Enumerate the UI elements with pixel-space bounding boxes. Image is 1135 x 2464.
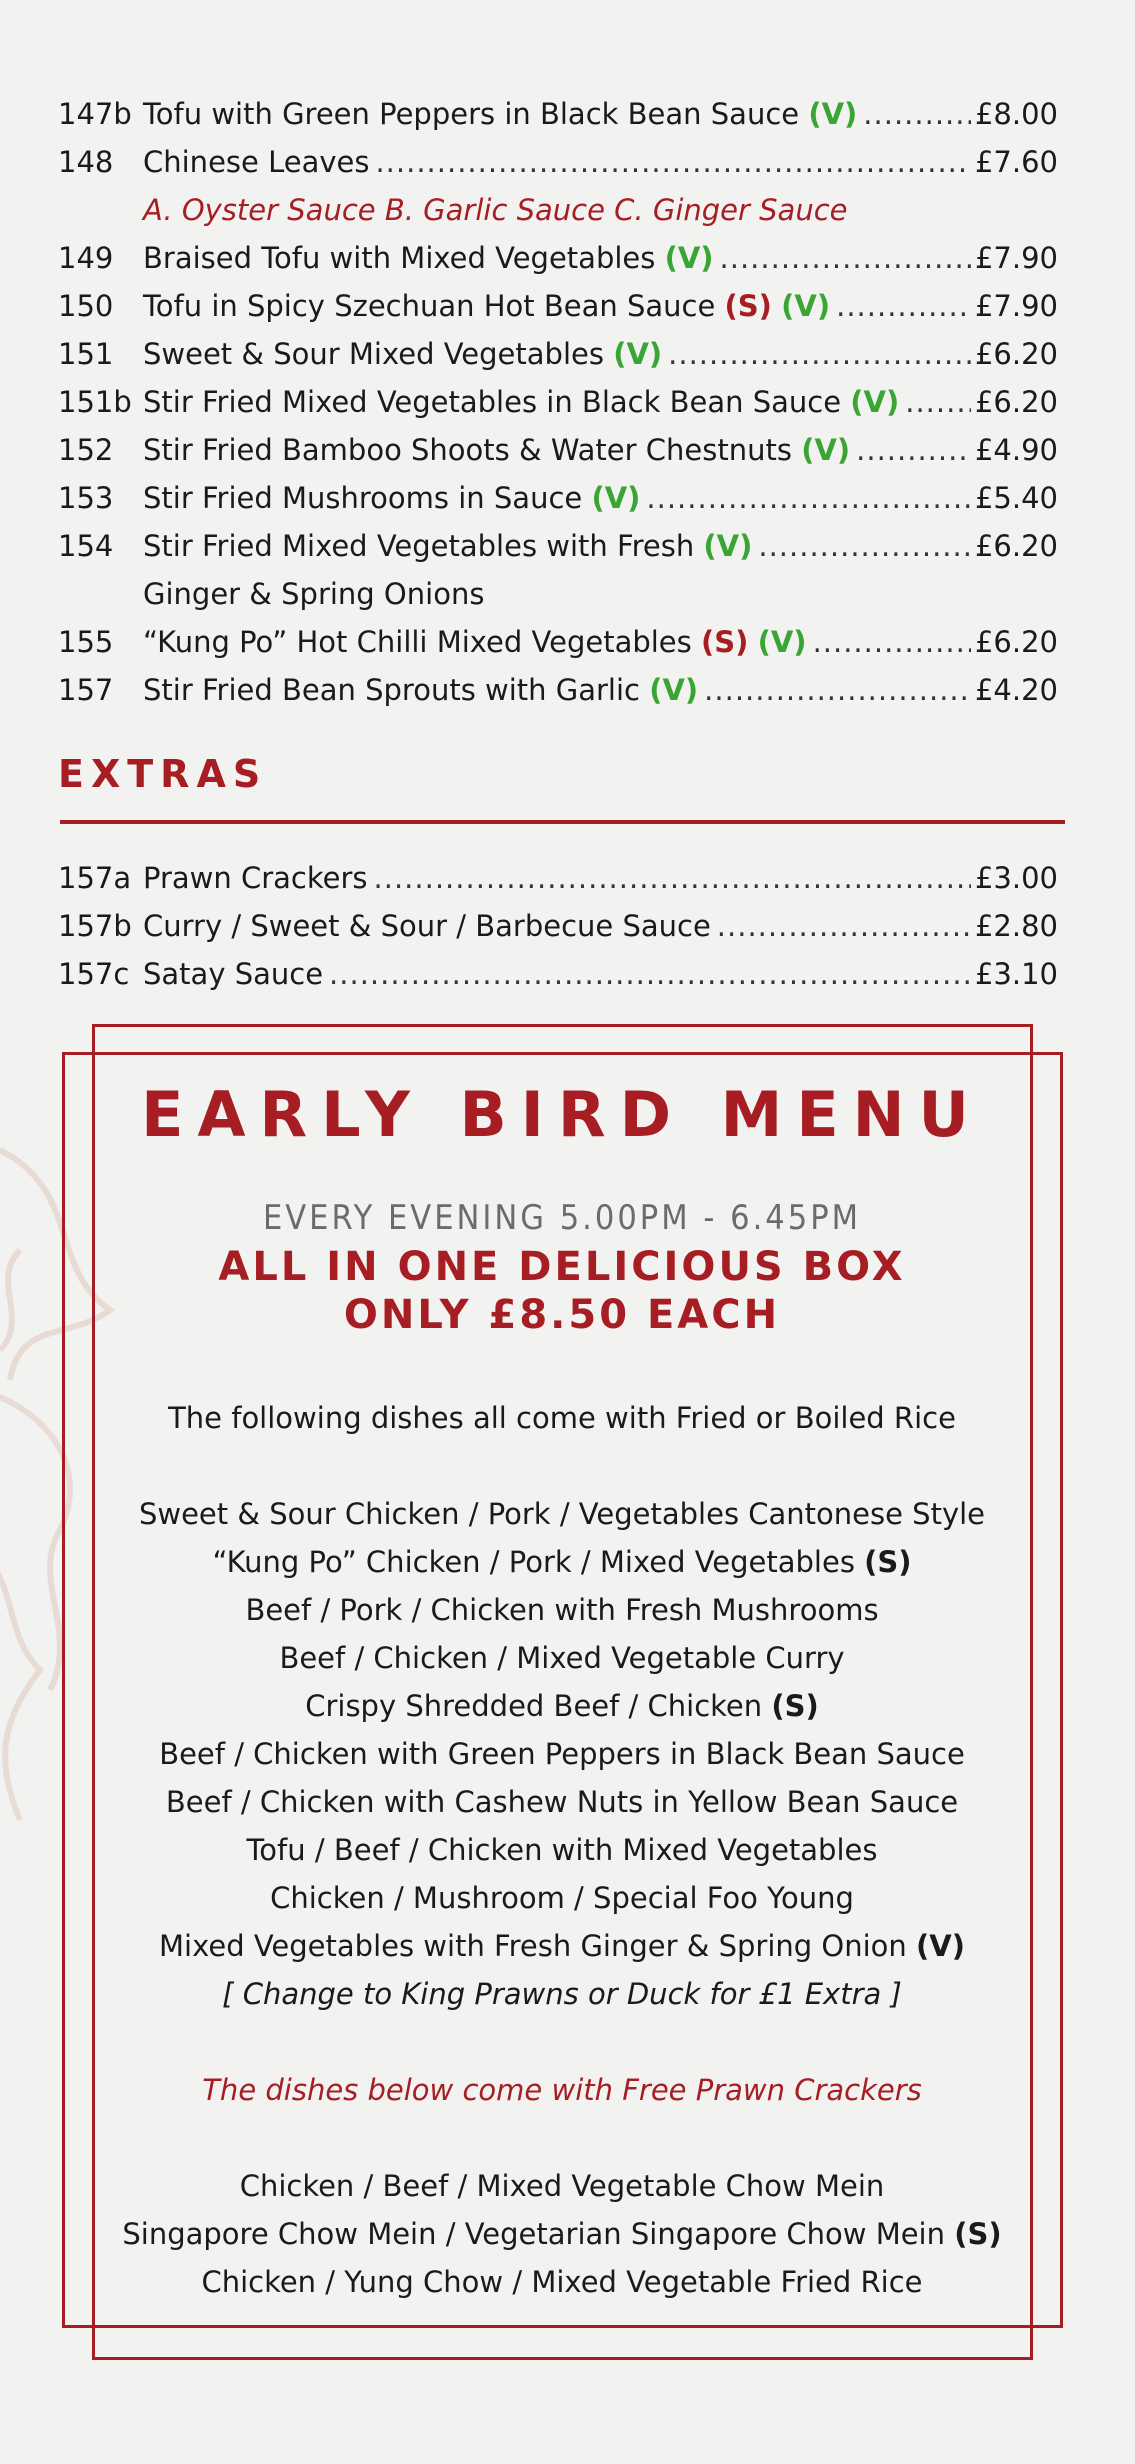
item-number: 151: [58, 337, 114, 371]
item-price: £3.00: [974, 861, 1058, 895]
item-number: 151b: [58, 385, 132, 419]
menu-item: [58, 138, 1058, 186]
vegetarian-tag: (V): [703, 529, 753, 563]
item-number: 153: [58, 481, 114, 515]
extras-heading: EXTRAS: [58, 752, 268, 796]
crackers-note: The dishes below come with Free Prawn Crackers: [202, 2073, 922, 2107]
leader-dots: [704, 666, 971, 714]
menu-item: [58, 854, 1058, 902]
spicy-tag: (S): [954, 2217, 1002, 2251]
item-number: 149: [58, 241, 114, 275]
leader-dots: [668, 330, 971, 378]
leader-dots: [836, 282, 971, 330]
section-divider: [60, 820, 1065, 824]
vegetarian-tag: (V): [801, 433, 851, 467]
spicy-tag: (S): [724, 289, 772, 323]
early-bird-dish: Chicken / Beef / Mixed Vegetable Chow Mein: [239, 2169, 885, 2203]
early-bird-dish: Beef / Chicken with Green Peppers in Black Bean Sauce: [159, 1737, 965, 1771]
leader-dots: [329, 950, 971, 998]
leader-dots: [758, 522, 971, 570]
early-bird-dish: Chicken / Mushroom / Special Foo Young: [270, 1881, 854, 1915]
item-price: £4.90: [974, 433, 1058, 467]
early-bird-dish: “Kung Po” Chicken / Pork / Mixed Vegetables (S): [212, 1545, 912, 1579]
menu-item: [58, 666, 1058, 714]
vegetarian-tag: (V): [613, 337, 663, 371]
item-price: £7.90: [974, 241, 1058, 275]
sauce-options: A. Oyster Sauce B. Garlic Sauce C. Ginger Sauce: [143, 193, 848, 227]
item-name: Curry / Sweet & Sour / Barbecue Sauce: [143, 909, 711, 943]
item-number: 157a: [58, 861, 132, 895]
early-bird-times: EVERY EVENING 5.00PM - 6.45PM: [262, 1198, 862, 1238]
item-name: Stir Fried Mixed Vegetables in Black Bean Sauce (V): [143, 385, 900, 419]
vegetarian-tag: (V): [916, 1929, 965, 1963]
spicy-tag: (S): [864, 1545, 912, 1579]
item-name: Tofu in Spicy Szechuan Hot Bean Sauce (S) (V): [143, 289, 831, 323]
item-name: Chinese Leaves: [143, 145, 370, 179]
early-bird-dish: Mixed Vegetables with Fresh Ginger & Spring Onion (V): [159, 1929, 965, 1963]
menu-item: [58, 282, 1058, 330]
leader-dots: [905, 378, 971, 426]
item-price: £7.60: [974, 145, 1058, 179]
item-name: Satay Sauce: [143, 957, 324, 991]
vegetarian-tag: (V): [664, 241, 714, 275]
item-name: Sweet & Sour Mixed Vegetables (V): [143, 337, 663, 371]
item-number: 155: [58, 625, 114, 659]
menu-item: [58, 378, 1058, 426]
item-price: £3.10: [974, 957, 1058, 991]
item-number: 157c: [58, 957, 130, 991]
item-name: Prawn Crackers: [143, 861, 368, 895]
leader-dots: [863, 90, 971, 138]
early-bird-offer: ALL IN ONE DELICIOUS BOX: [218, 1244, 906, 1290]
upgrade-note: [ Change to King Prawns or Duck for £1 Extra ]: [222, 1977, 902, 2011]
early-bird-dish: Chicken / Yung Chow / Mixed Vegetable Fried Rice: [201, 2265, 923, 2299]
item-number: 152: [58, 433, 114, 467]
item-number: 150: [58, 289, 114, 323]
item-price: £6.20: [974, 625, 1058, 659]
leader-dots: [813, 618, 971, 666]
item-number: 147b: [58, 97, 132, 131]
early-bird-dish: Singapore Chow Mein / Vegetarian Singapore Chow Mein (S): [122, 2217, 1002, 2251]
menu-item: [58, 426, 1058, 474]
leader-dots: [717, 902, 971, 950]
menu-item: [58, 618, 1058, 666]
vegetarian-tag: (V): [649, 673, 699, 707]
leader-dots: [374, 854, 971, 902]
leader-dots: [375, 138, 971, 186]
item-price: £8.00: [974, 97, 1058, 131]
early-bird-title: EARLY BIRD MENU: [141, 1078, 983, 1151]
menu-item: [58, 474, 1058, 522]
item-number: 157b: [58, 909, 132, 943]
menu-item: [58, 522, 1058, 570]
leader-dots: [856, 426, 971, 474]
vegetarian-tag: (V): [591, 481, 641, 515]
item-number: 157: [58, 673, 114, 707]
item-name-continued: Ginger & Spring Onions: [143, 577, 485, 611]
spicy-tag: (S): [771, 1689, 819, 1723]
item-name: Braised Tofu with Mixed Vegetables (V): [143, 241, 714, 275]
menu-item: [58, 950, 1058, 998]
leader-dots: [646, 474, 971, 522]
vegetarian-tag: (V): [850, 385, 900, 419]
item-name: Stir Fried Mushrooms in Sauce (V): [143, 481, 641, 515]
vegetarian-tag: (V): [808, 97, 858, 131]
item-number: 148: [58, 145, 114, 179]
item-price: £2.80: [974, 909, 1058, 943]
menu-item: [58, 234, 1058, 282]
item-number: 154: [58, 529, 114, 563]
item-price: £6.20: [974, 529, 1058, 563]
early-bird-dish: Tofu / Beef / Chicken with Mixed Vegetables: [246, 1833, 878, 1867]
item-name: Stir Fried Bamboo Shoots & Water Chestnuts (V): [143, 433, 851, 467]
item-name: Tofu with Green Peppers in Black Bean Sauce (V): [143, 97, 858, 131]
item-price: £5.40: [974, 481, 1058, 515]
rice-note: The following dishes all come with Fried or Boiled Rice: [168, 1401, 956, 1435]
vegetarian-tag: (V): [757, 625, 807, 659]
item-price: £7.90: [974, 289, 1058, 323]
early-bird-price: ONLY £8.50 EACH: [343, 1292, 781, 1338]
menu-item: [58, 90, 1058, 138]
early-bird-dish: Beef / Pork / Chicken with Fresh Mushrooms: [245, 1593, 879, 1627]
early-bird-dish: Sweet & Sour Chicken / Pork / Vegetables Cantonese Style: [138, 1497, 986, 1531]
item-price: £6.20: [974, 385, 1058, 419]
vegetarian-tag: (V): [781, 289, 831, 323]
spicy-tag: (S): [700, 625, 749, 659]
item-price: £4.20: [974, 673, 1058, 707]
menu-item: [58, 902, 1058, 950]
early-bird-dish: Beef / Chicken / Mixed Vegetable Curry: [279, 1641, 845, 1675]
leader-dots: [720, 234, 971, 282]
menu-item: [58, 330, 1058, 378]
early-bird-dish: Crispy Shredded Beef / Chicken (S): [305, 1689, 819, 1723]
item-name: Stir Fried Bean Sprouts with Garlic (V): [143, 673, 699, 707]
item-name: Stir Fried Mixed Vegetables with Fresh (V): [143, 529, 753, 563]
early-bird-dish: Beef / Chicken with Cashew Nuts in Yellow Bean Sauce: [165, 1785, 959, 1819]
item-price: £6.20: [974, 337, 1058, 371]
item-name: “Kung Po” Hot Chilli Mixed Vegetables (S) (V): [143, 625, 807, 659]
